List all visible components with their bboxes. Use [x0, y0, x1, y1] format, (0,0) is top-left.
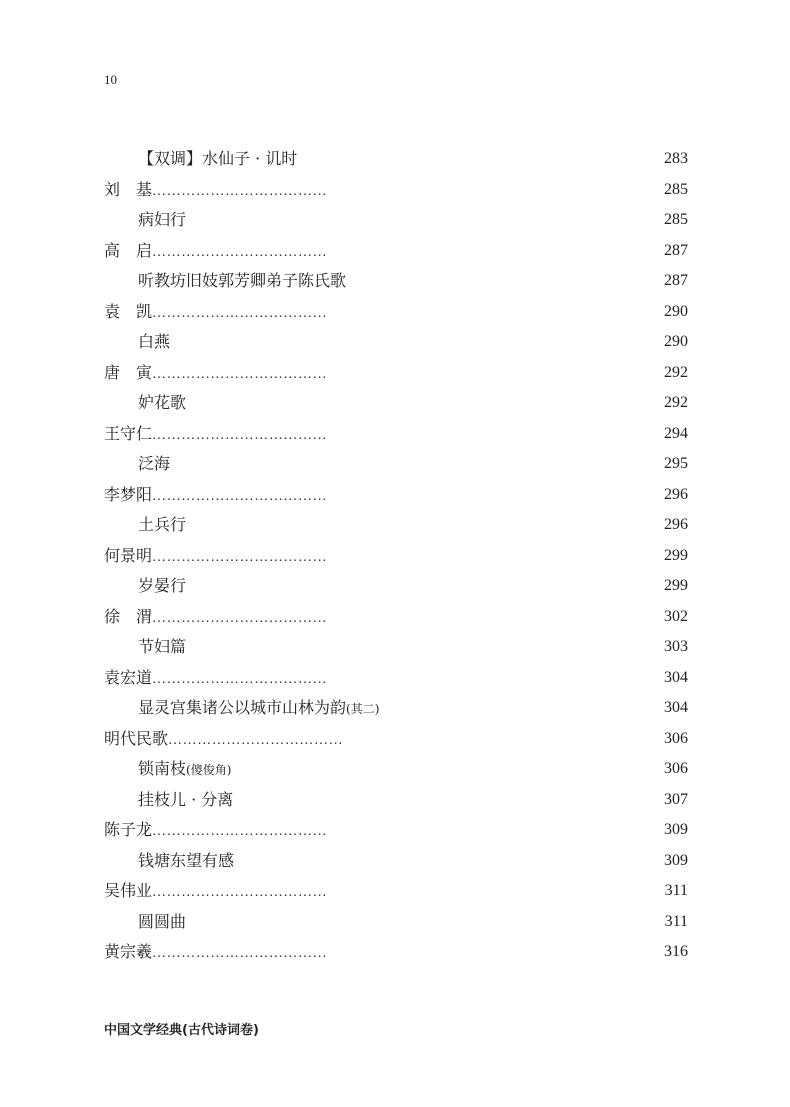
poem-title: [138, 693, 379, 725]
entry-title: 【双调】水仙子 · 讥时: [138, 149, 298, 168]
page-reference: 299: [664, 546, 688, 564]
entry-title: 刘 基: [104, 179, 153, 199]
author-name: [104, 876, 327, 909]
entry-title: 唐 寅: [104, 362, 153, 382]
poem-title: [138, 846, 234, 877]
poem-title: [138, 388, 186, 419]
toc-poem-entry: [104, 144, 688, 175]
toc-author-entry: [104, 815, 688, 846]
toc-poem-entry: [104, 846, 688, 877]
page-reference: 292: [664, 394, 688, 411]
footer-book-title: 中国文学经典(古代诗词卷): [104, 1023, 259, 1038]
entry-title: 妒花歌: [138, 393, 187, 412]
page-reference: 309: [664, 851, 688, 869]
toc-poem-entry: [104, 571, 688, 602]
entry-title: 何景明: [104, 545, 153, 565]
page-reference: 294: [664, 424, 688, 442]
dot-leader: ………………………………: [152, 946, 328, 961]
dot-leader: ………………………………: [152, 824, 328, 839]
page-reference: 304: [664, 668, 688, 686]
entry-title: 钱塘东望有感: [138, 850, 235, 870]
poem-title: [138, 205, 186, 236]
entry-title: 黄宗羲: [104, 942, 153, 961]
entry-title: 节妇篇: [138, 637, 187, 656]
author-name: [104, 602, 327, 635]
dot-leader: ………………………………: [152, 885, 328, 900]
author-name: [104, 480, 327, 513]
toc-author-entry: [104, 602, 688, 633]
entry-note: (傻俊角): [186, 763, 232, 777]
entry-title: 王守仁: [104, 423, 153, 443]
dot-leader: ………………………………: [152, 488, 328, 504]
page-reference: 303: [664, 638, 688, 655]
entry-title: 白燕: [138, 332, 171, 351]
entry-title: 李梦阳: [104, 484, 153, 504]
page-number: 10: [104, 72, 117, 87]
page-reference: 306: [664, 729, 688, 747]
page-reference: 304: [664, 699, 688, 716]
page-reference: 306: [664, 760, 688, 777]
toc-poem-entry: [104, 632, 688, 663]
page-reference: 287: [664, 241, 688, 259]
poem-title: [138, 754, 231, 786]
poem-title: [138, 327, 170, 358]
toc-poem-entry: [104, 327, 688, 358]
poem-title: [138, 510, 186, 541]
author-name: [104, 297, 327, 330]
toc-author-entry: [104, 175, 688, 206]
entry-title: 袁 凯: [104, 301, 153, 321]
page-reference: 285: [664, 180, 688, 198]
author-name: [104, 663, 327, 696]
entry-title: 土兵行: [138, 515, 187, 534]
toc-author-entry: [104, 937, 688, 968]
poem-title: [138, 449, 170, 480]
toc-poem-entry: [104, 693, 688, 724]
toc-author-entry: [104, 358, 688, 389]
page-reference: 287: [664, 272, 688, 289]
page-reference: 283: [664, 150, 688, 167]
author-name: [104, 358, 327, 391]
author-name: [104, 541, 327, 574]
page-reference: 295: [664, 455, 688, 472]
entry-title: 听教坊旧妓郭芳卿弟子陈氏歌: [138, 271, 347, 290]
entry-title: 病妇行: [138, 210, 187, 229]
entry-title: 挂枝儿 · 分离: [138, 789, 234, 809]
poem-title: [138, 907, 186, 938]
author-name: [104, 175, 327, 208]
entry-title: 陈子龙: [104, 820, 153, 839]
toc-poem-entry: [104, 449, 688, 480]
toc-poem-entry: [104, 266, 688, 297]
author-name: [104, 815, 327, 848]
author-name: [104, 937, 327, 970]
toc-author-entry: [104, 297, 688, 328]
page-reference: 309: [664, 821, 688, 838]
toc-poem-entry: [104, 510, 688, 541]
entry-title: 泛海: [138, 454, 171, 473]
page-reference: 302: [664, 607, 688, 625]
entry-title: 袁宏道: [104, 667, 153, 687]
dot-leader: ………………………………: [152, 305, 328, 321]
toc-author-entry: [104, 419, 688, 450]
toc-author-entry: [104, 724, 688, 755]
entry-note: (其二): [346, 702, 380, 716]
table-of-contents: [104, 144, 688, 968]
entry-title: 锁南枝: [138, 759, 187, 778]
page-reference: 311: [664, 912, 688, 930]
author-name: [104, 236, 327, 269]
toc-author-entry: [104, 541, 688, 572]
page-reference: 307: [664, 790, 688, 808]
poem-title: [138, 571, 186, 602]
toc-author-entry: [104, 876, 688, 907]
dot-leader: ………………………………: [168, 732, 344, 748]
toc-poem-entry: [104, 785, 688, 816]
author-name: [104, 724, 343, 757]
dot-leader: ………………………………: [152, 549, 328, 565]
poem-title: [138, 632, 186, 663]
poem-title: [138, 266, 346, 297]
page-reference: 316: [664, 943, 688, 960]
toc-poem-entry: [104, 388, 688, 419]
toc-poem-entry: [104, 907, 688, 938]
dot-leader: ………………………………: [152, 671, 328, 687]
page-reference: 292: [664, 363, 688, 381]
entry-title: 圆圆曲: [138, 911, 187, 931]
author-name: [104, 419, 327, 452]
toc-poem-entry: [104, 754, 688, 785]
poem-title: [138, 144, 297, 175]
dot-leader: ………………………………: [152, 183, 328, 199]
poem-title: [138, 785, 233, 816]
dot-leader: ………………………………: [152, 244, 328, 260]
entry-title: 吴伟业: [104, 881, 153, 900]
entry-title: 高 启: [104, 240, 153, 260]
entry-title: 明代民歌: [104, 728, 169, 748]
page-reference: 296: [664, 516, 688, 533]
page-reference: 285: [664, 211, 688, 228]
dot-leader: ………………………………: [152, 366, 328, 382]
entry-title: 徐 渭: [104, 606, 153, 626]
entry-title: 岁晏行: [138, 576, 187, 595]
dot-leader: ………………………………: [152, 427, 328, 443]
page-reference: 290: [664, 302, 688, 320]
toc-poem-entry: [104, 205, 688, 236]
page-reference: 299: [664, 577, 688, 594]
page-reference: 290: [664, 333, 688, 350]
dot-leader: ………………………………: [152, 610, 328, 626]
page-reference: 296: [664, 485, 688, 503]
toc-author-entry: [104, 480, 688, 511]
toc-author-entry: [104, 236, 688, 267]
toc-author-entry: [104, 663, 688, 694]
page-reference: 311: [664, 882, 688, 899]
entry-title: 显灵宫集诸公以城市山林为韵: [138, 698, 347, 717]
